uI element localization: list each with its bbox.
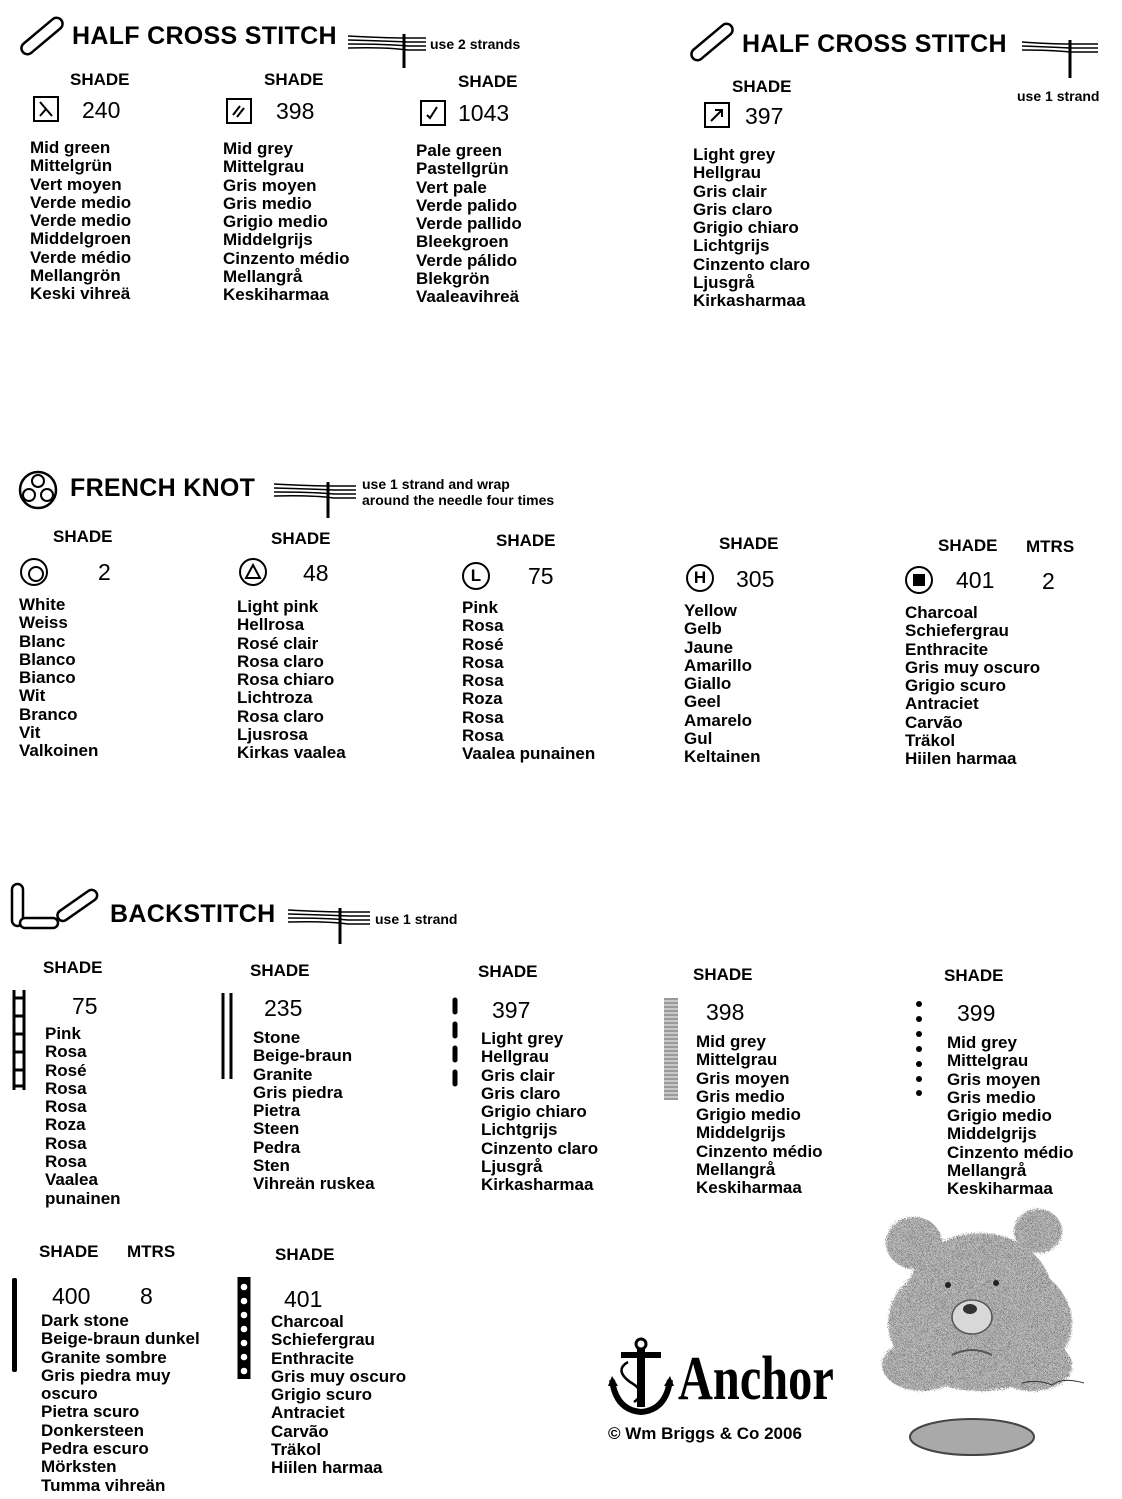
color-name: Vit (19, 723, 41, 743)
shade-code: 398 (706, 999, 745, 1025)
color-name: Mid grey (696, 1032, 766, 1051)
letter-h-circle-symbol-icon: H (686, 564, 714, 592)
color-name: Rosa (462, 671, 504, 691)
color-name: Keltainen (684, 747, 761, 767)
color-name: Gris moyen (223, 175, 317, 195)
color-name: Rosé clair (237, 633, 319, 653)
color-name: Beige-braun dunkel (41, 1329, 200, 1349)
shade-label: SHADE (53, 527, 113, 546)
color-name: Lichtroza (237, 688, 313, 708)
color-name: Ljusrosa (237, 725, 308, 745)
color-name: Verde pálido (416, 250, 518, 270)
color-name: Carvão (905, 712, 963, 732)
strand-note: use 2 strands (430, 36, 521, 52)
color-name: Mid green (30, 138, 111, 157)
color-name: Grigio chiaro (693, 218, 799, 238)
solid-line-icon (12, 1278, 17, 1372)
color-name: Mellangrå (223, 267, 303, 287)
shade-label: SHADE (944, 966, 1004, 985)
color-name: Charcoal (271, 1312, 344, 1331)
color-name: Bleekgroen (416, 232, 509, 252)
strand-note: use 1 strand (1017, 88, 1100, 104)
color-name: Rosa (462, 726, 504, 746)
color-name: Yellow (684, 601, 737, 620)
color-name: Amarillo (684, 655, 753, 675)
color-name: Gris medio (947, 1087, 1036, 1107)
color-name: Branco (19, 704, 78, 724)
color-name-list (481, 1030, 598, 1195)
shade-label: SHADE (693, 965, 753, 984)
color-name: Gris clair (693, 181, 767, 201)
color-name-list (462, 599, 595, 764)
shade-label: SHADE (271, 529, 331, 548)
color-name: Cinzento claro (481, 1138, 599, 1158)
color-name: Lichtgrijs (481, 1120, 558, 1140)
color-name: Mellangrön (30, 266, 121, 286)
color-name: Gelb (684, 619, 722, 639)
color-name-list (947, 1034, 1074, 1199)
shade-code: 75 (72, 993, 98, 1019)
color-name: Hellgrau (693, 163, 762, 183)
double-line-icon (220, 993, 234, 1079)
color-name: Mittelgrau (223, 157, 305, 177)
color-name: Rosé (462, 634, 504, 654)
shade-code: 398 (276, 98, 315, 124)
color-name: Blanco (19, 649, 76, 669)
shade-label: SHADE (250, 961, 310, 980)
color-name: Verde medio (30, 192, 132, 212)
color-name: Rosa (45, 1042, 87, 1062)
color-name: Keskiharmaa (947, 1179, 1053, 1199)
color-name: Grigio scuro (905, 676, 1007, 696)
color-name: Rosa (462, 616, 504, 636)
color-name: Grigio medio (223, 212, 328, 232)
color-name: Amarelo (684, 710, 753, 730)
filled-square-circle-symbol-icon (905, 566, 933, 594)
color-name: Beige-braun (253, 1046, 353, 1066)
color-name: Geel (684, 692, 721, 712)
color-name: Middelgrijs (223, 230, 313, 250)
color-name: Weiss (19, 613, 68, 633)
shade-code: 240 (82, 97, 121, 123)
double-slash-symbol-icon (226, 98, 252, 124)
color-name: Gris medio (223, 193, 312, 213)
anchor-brand-name: Anchor (678, 1345, 834, 1413)
color-name: Giallo (684, 674, 732, 694)
color-name: Carvão (271, 1421, 329, 1441)
triangle-circle-symbol-icon (239, 558, 267, 586)
color-name-list (416, 142, 522, 307)
color-name: Roza (462, 689, 503, 709)
color-name-list (19, 596, 98, 761)
color-name: Tumma vihreän (41, 1475, 166, 1495)
shade-code: 2 (98, 559, 111, 585)
color-name: Lichtgrijs (693, 236, 770, 256)
color-name: Rosa (462, 652, 504, 672)
color-name: Pedra (253, 1137, 301, 1157)
color-name: Rosé (45, 1060, 87, 1080)
color-name: Roza (45, 1115, 86, 1135)
shade-code: 400 (52, 1283, 91, 1309)
color-name: Donkersteen (41, 1420, 144, 1440)
color-name: Gris muy oscuro (905, 657, 1041, 677)
french-knot-icon (17, 470, 59, 510)
anchor-logo-icon (608, 1336, 674, 1418)
shade-code: 397 (745, 103, 784, 129)
copyright-text: © Wm Briggs & Co 2006 (608, 1424, 802, 1443)
color-name: Pietra scuro (41, 1402, 140, 1422)
mtrs-value: 2 (1042, 568, 1055, 594)
color-name: Kirkas vaalea (237, 743, 346, 763)
color-name: Kirkasharmaa (481, 1175, 594, 1195)
color-name: Hellgrau (481, 1047, 550, 1067)
color-name: Antraciet (271, 1403, 345, 1423)
color-name: Mittelgrau (947, 1051, 1029, 1071)
strand-note: use 1 strand (375, 911, 458, 927)
mtrs-label: MTRS (127, 1242, 176, 1261)
color-name: Grigio medio (696, 1105, 801, 1125)
color-name: Jaune (684, 637, 734, 657)
color-name: Stone (253, 1028, 301, 1047)
color-name: Mittelgrün (30, 156, 113, 176)
color-name: oscuro (41, 1384, 98, 1404)
color-name: Gris muy oscuro (271, 1366, 407, 1386)
shade-code: 401 (284, 1286, 323, 1312)
shade-code: 48 (303, 560, 329, 586)
color-name: Cinzento médio (947, 1142, 1074, 1162)
grey-hatched-line-icon (664, 998, 678, 1100)
color-name: Cinzento claro (693, 254, 811, 274)
shade-code: 397 (492, 997, 531, 1023)
color-name: Enthracite (271, 1348, 355, 1368)
shade-code: 305 (736, 566, 775, 592)
color-name: Gris moyen (947, 1069, 1041, 1089)
shade-label: SHADE (70, 70, 130, 89)
shade-code: 75 (528, 563, 554, 589)
half-cross-stitch-icon (20, 16, 64, 56)
letter-l-circle-symbol-icon: L (462, 562, 490, 590)
color-name: Verde medio (30, 211, 132, 231)
color-name: Pink (45, 1024, 81, 1043)
color-name: Grigio medio (947, 1106, 1052, 1126)
color-name: Keski vihreä (30, 284, 131, 304)
thread-strands-icon (346, 26, 428, 70)
color-name: Rosa (45, 1133, 87, 1153)
color-name: Schiefergrau (905, 621, 1009, 641)
color-name: Keskiharmaa (223, 285, 329, 305)
color-name-list (905, 604, 1040, 769)
color-name: Träkol (271, 1440, 322, 1460)
color-name: Träkol (905, 731, 956, 751)
color-name: White (19, 595, 66, 614)
color-name: Verde médio (30, 247, 132, 267)
color-name: Mid grey (947, 1033, 1017, 1052)
shade-label: SHADE (275, 1245, 335, 1264)
color-name: Kirkasharmaa (693, 291, 806, 311)
color-name: Gris piedra (253, 1082, 343, 1102)
color-name: Vaaleavihreä (416, 287, 520, 307)
shade-label: SHADE (39, 1242, 99, 1261)
color-name: Granite (253, 1064, 313, 1084)
color-name: Antraciet (905, 694, 979, 714)
color-name: Vert pale (416, 177, 487, 197)
color-name-list (253, 1029, 375, 1194)
color-name: Bianco (19, 668, 76, 688)
color-name: Middelgrijs (696, 1123, 786, 1143)
color-name: Pedra escuro (41, 1439, 149, 1459)
shade-code: 235 (264, 995, 303, 1021)
color-name-list (41, 1312, 200, 1495)
section-title: HALF CROSS STITCH (72, 22, 337, 50)
shade-code: 399 (957, 1000, 996, 1026)
half-cross-stitch-icon (690, 22, 734, 62)
color-name: Blanc (19, 631, 66, 651)
color-name-list (30, 139, 131, 304)
color-name: Schiefergrau (271, 1330, 375, 1350)
section-title: FRENCH KNOT (70, 474, 256, 502)
color-name: Ljusgrå (693, 273, 755, 293)
color-name: Pink (462, 598, 498, 617)
shade-code: 1043 (458, 100, 510, 126)
color-name: Mörksten (41, 1457, 117, 1477)
color-name: Hiilen harmaa (905, 749, 1017, 769)
color-name: Rosa chiaro (237, 670, 335, 690)
color-name-list (696, 1033, 823, 1198)
arrow-symbol-icon (704, 102, 730, 128)
color-name: Rosa claro (237, 706, 324, 726)
double-circle-symbol-icon (20, 558, 48, 586)
color-name: Mellangrå (696, 1160, 776, 1180)
color-name: Gris moyen (696, 1068, 790, 1088)
color-name-list (237, 598, 346, 763)
color-name: Valkoinen (19, 741, 99, 761)
color-name: Granite sombre (41, 1347, 167, 1367)
color-name: Gul (684, 729, 713, 749)
color-name: Grigio chiaro (481, 1102, 587, 1122)
color-name: Verde palido (416, 195, 518, 215)
color-name: Rosa claro (237, 651, 324, 671)
dashed-line-icon (450, 998, 460, 1088)
section-title: HALF CROSS STITCH (742, 30, 1007, 58)
color-name: Hellrosa (237, 615, 305, 635)
color-name: Verde pallido (416, 214, 522, 234)
shade-label: SHADE (496, 531, 556, 550)
color-name-list (271, 1313, 406, 1478)
color-name: Vihreän ruskea (253, 1174, 375, 1194)
hollow-chain-line-icon (236, 1276, 252, 1380)
color-name: Wit (19, 686, 46, 706)
color-name: Gris medio (696, 1086, 785, 1106)
color-name: Grigio scuro (271, 1385, 373, 1405)
shade-label: SHADE (732, 77, 792, 96)
color-name: Rosa (45, 1078, 87, 1098)
teddy-bear-illustration (862, 1205, 1098, 1455)
color-name: Mittelgrau (696, 1050, 778, 1070)
color-name: Gris clair (481, 1065, 555, 1085)
shade-label: SHADE (478, 962, 538, 981)
color-name-list (223, 140, 350, 305)
mtrs-label: MTRS (1026, 537, 1075, 556)
color-name: Pale green (416, 141, 502, 160)
shade-label: SHADE (43, 958, 103, 977)
color-name: Vert moyen (30, 174, 122, 194)
color-name: Sten (253, 1156, 290, 1176)
shade-label: SHADE (938, 536, 998, 555)
color-name: Steen (253, 1119, 300, 1139)
color-name: Mellangrå (947, 1161, 1027, 1181)
color-name: Rosa (462, 707, 504, 727)
section-title: BACKSTITCH (110, 900, 276, 928)
color-name: Ljusgrå (481, 1157, 543, 1177)
color-name: Vaalea (45, 1170, 98, 1190)
shade-label: SHADE (264, 70, 324, 89)
color-name: Cinzento médio (223, 248, 350, 268)
color-name: Middelgrijs (947, 1124, 1037, 1144)
color-name: Light grey (693, 145, 776, 164)
color-name: Mid grey (223, 139, 293, 158)
shade-label: SHADE (458, 72, 518, 91)
shade-label: SHADE (719, 534, 779, 553)
color-name: Keskiharmaa (696, 1178, 802, 1198)
color-name: Middelgroen (30, 229, 132, 249)
strand-note-line2: around the needle four times (362, 492, 555, 508)
thread-strands-icon (272, 474, 358, 520)
color-name: Pastellgrün (416, 159, 509, 179)
color-name: Rosa (45, 1097, 87, 1117)
color-name: Gris piedra muy (41, 1365, 171, 1385)
color-name: Enthracite (905, 639, 989, 659)
color-name-list (684, 602, 761, 767)
color-name: Blekgrön (416, 269, 490, 289)
color-name-list (693, 146, 810, 311)
color-name-list (45, 1025, 121, 1208)
color-name: Pietra (253, 1101, 301, 1121)
strand-note-line1: use 1 strand and wrap (362, 476, 510, 492)
color-name: Gris claro (693, 199, 773, 219)
check-symbol-icon (420, 100, 446, 126)
thread-strands-icon (286, 900, 372, 946)
mtrs-value: 8 (140, 1283, 153, 1309)
color-name: Charcoal (905, 603, 978, 622)
shade-code: 401 (956, 567, 995, 593)
thread-strands-icon (1020, 32, 1100, 80)
color-name: Cinzento médio (696, 1141, 823, 1161)
color-name: Gris claro (481, 1083, 561, 1103)
lambda-symbol-icon (33, 96, 59, 122)
color-name: Rosa (45, 1152, 87, 1172)
dotted-line-icon (914, 1000, 924, 1096)
color-name: Light grey (481, 1029, 564, 1048)
ladder-line-icon (12, 990, 26, 1090)
color-name: Light pink (237, 597, 319, 616)
color-name: punainen (45, 1188, 121, 1208)
backstitch-icon (10, 880, 104, 932)
color-name: Hiilen harmaa (271, 1458, 383, 1478)
color-name: Dark stone (41, 1311, 129, 1330)
color-name: Vaalea punainen (462, 744, 596, 764)
